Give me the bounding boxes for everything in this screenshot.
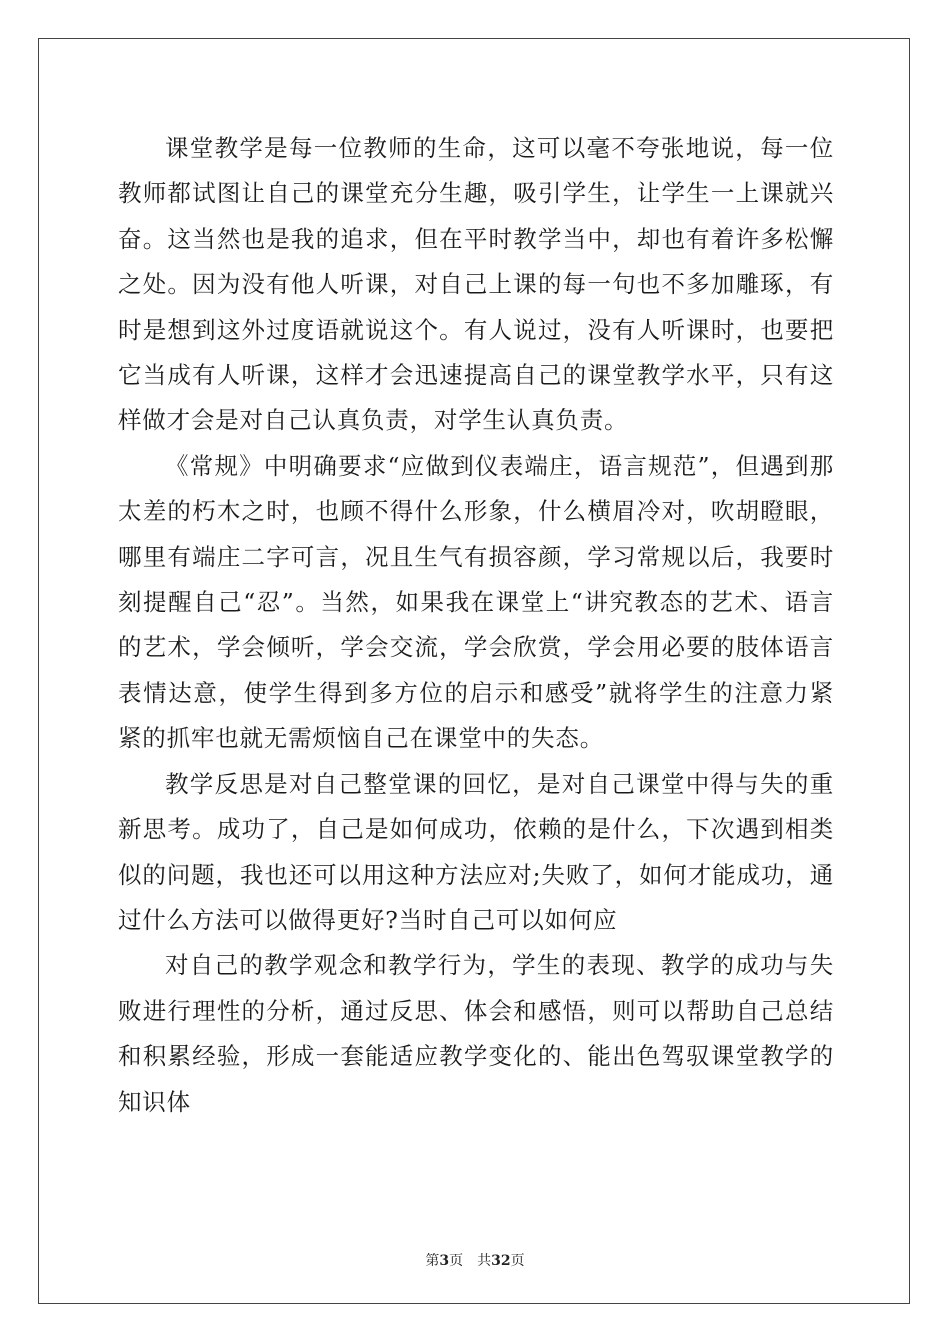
page-footer: [0, 1250, 950, 1270]
total-prefix: 共: [477, 1253, 492, 1269]
paragraph-2: 《常规》中明确要求“应做到仪表端庄，语言规范”，但遇到那太差的朽木之时，也顾不得什么形象，什么横眉冷对，吹胡瞪眼，哪里有端庄二字可言，况且生气有损容颜，学习常规以后，我要时刻提醒自己“忍”。当然，如果我在课堂上“讲究教态的艺术、语言的艺术，学会倾听，学会交流，学会欣赏，学会用必要的肢体语言表情达意，使学生得到多方位的启示和感受”就将学生的注意力紧紧的抓牢也就无需烦恼自己在课堂中的失态。: [118, 451, 834, 753]
document-body: [118, 126, 834, 1125]
paragraph-4: 对自己的教学观念和教学行为，学生的表现、教学的成功与失败进行理性的分析，通过反思、体会和感悟，则可以帮助自己总结和积累经验，形成一套能适应教学变化的、能出色驾驭课堂教学的知识体: [118, 951, 834, 1116]
page-prefix: 第: [425, 1253, 440, 1269]
paragraph-1: 课堂教学是每一位教师的生命，这可以毫不夸张地说，每一位教师都试图让自己的课堂充分生趣，吸引学生，让学生一上课就兴奋。这当然也是我的追求，但在平时教学当中，却也有着许多松懈之处。因为没有他人听课，对自己上课的每一句也不多加雕琢，有时是想到这外过度语就说这个。有人说过，没有人听课时，也要把它当成有人听课，这样才会迅速提高自己的课堂教学水平，只有这样做才会是对自己认真负责，对学生认真负责。: [118, 134, 834, 435]
total-unit: 页: [510, 1253, 525, 1269]
current-page-number: 3: [439, 1253, 450, 1269]
total-page-number: 32: [491, 1253, 511, 1269]
page-unit: 页: [449, 1253, 464, 1269]
paragraph-3: 教学反思是对自己整堂课的回忆，是对自己课堂中得与失的重新思考。成功了，自己是如何成功，依赖的是什么，下次遇到相类似的问题，我也还可以用这种方法应对;失败了，如何才能成功，通过什么方法可以做得更好?当时自己可以如何应: [118, 769, 834, 934]
